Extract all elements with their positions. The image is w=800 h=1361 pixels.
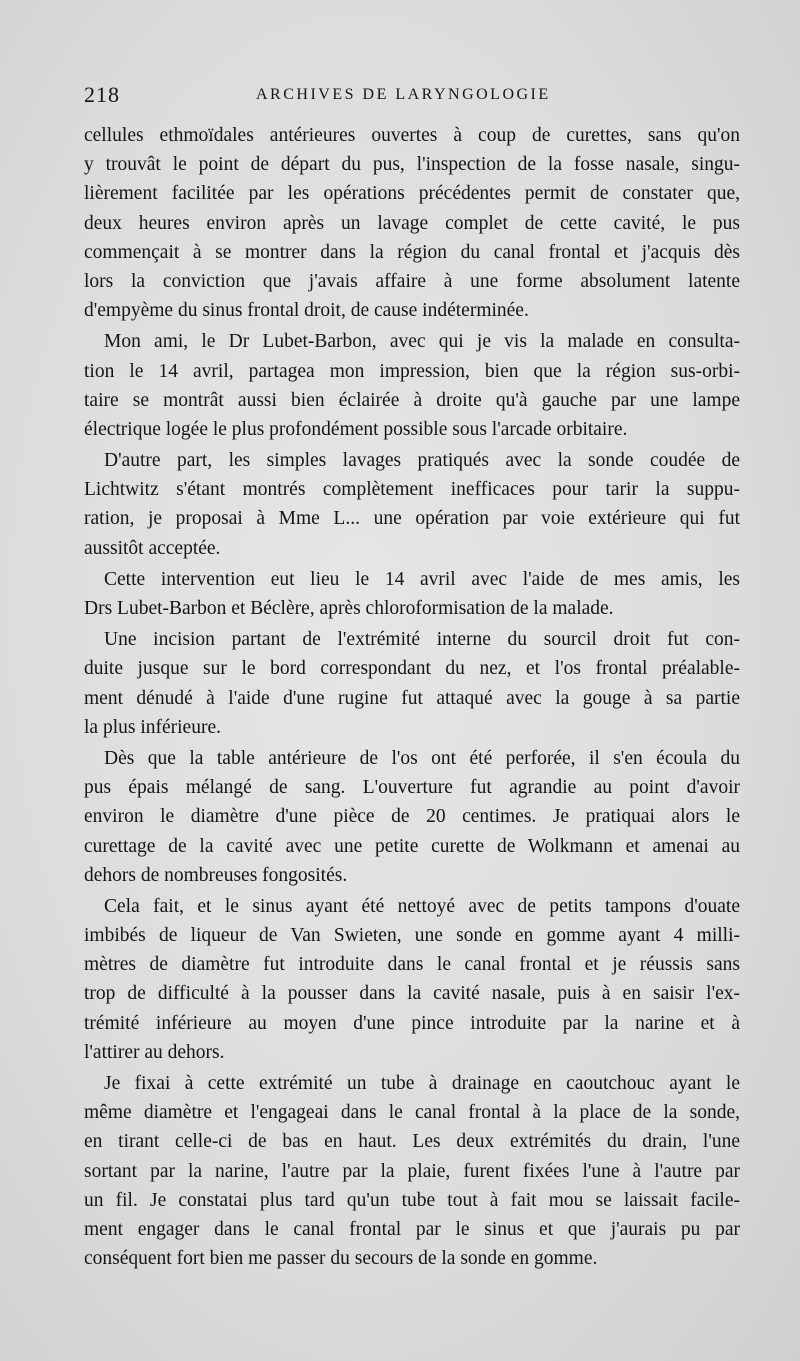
running-head: ARCHIVES DE LARYNGOLOGIE	[256, 86, 551, 103]
text-line: sortant par la narine, l'autre par la plaie, furent fixées l'une à l'autre par	[84, 1160, 740, 1182]
text-line: en tirant celle-ci de bas en haut. Les deux extrémités du drain, l'une	[84, 1131, 740, 1153]
text-line: duite jusque sur le bord correspondant du nez, et l'os frontal préalable-	[84, 658, 740, 680]
text-line: Une incision partant de l'extrémité interne du sourcil droit fut con-	[104, 629, 740, 651]
text-line: D'autre part, les simples lavages pratiqués avec la sonde coudée de	[104, 450, 740, 472]
paragraph	[84, 1069, 740, 1273]
text-line: tion le 14 avril, partagea mon impression, bien que la région sus-orbi-	[84, 360, 740, 382]
paragraph	[84, 121, 740, 325]
text-line: ment dénudé à l'aide d'une rugine fut attaqué avec la gouge à sa partie	[84, 687, 740, 709]
page-header	[84, 82, 724, 112]
text-line: cellules ethmoïdales antérieures ouvertes à coup de curettes, sans qu'on	[84, 125, 740, 146]
text-line: mètres de diamètre fut introduite dans le canal frontal et je réussis sans	[84, 954, 740, 976]
text-line: aussitôt acceptée.	[84, 537, 221, 559]
text-line: dehors de nombreuses fongosités.	[84, 864, 348, 886]
text-line: l'attirer au dehors.	[84, 1041, 225, 1063]
text-line: imbibés de liqueur de Van Swieten, une sonde en gomme ayant 4 milli-	[84, 925, 740, 947]
text-line: d'empyème du sinus frontal droit, de cause indéterminée.	[84, 300, 529, 322]
text-line: conséquent fort bien me passer du secours de la sonde en gomme.	[84, 1248, 598, 1270]
text-line: un fil. Je constatai plus tard qu'un tube tout à fait mou se laissait facile-	[84, 1189, 740, 1211]
text-line: commençait à se montrer dans la région du canal frontal et j'acquis dès	[84, 241, 740, 263]
paragraph	[84, 446, 740, 563]
text-line: trémité inférieure au moyen d'une pince introduite par la narine et à	[84, 1012, 740, 1034]
text-line: même diamètre et l'engageai dans le canal frontal à la place de la sonde,	[84, 1102, 740, 1124]
text-line: Cette intervention eut lieu le 14 avril avec l'aide de mes amis, les	[104, 568, 740, 590]
text-line: trop de difficulté à la pousser dans la cavité nasale, puis à en saisir l'ex-	[84, 983, 740, 1005]
text-line: électrique logée le plus profondément possible sous l'arcade orbitaire.	[84, 418, 628, 440]
text-line: Mon ami, le Dr Lubet-Barbon, avec qui je vis la malade en consulta-	[104, 331, 740, 353]
text-line: Drs Lubet-Barbon et Béclère, après chloroformisation de la malade.	[84, 598, 614, 619]
text-line: taire se montrât aussi bien éclairée à droite qu'à gauche par une lampe	[84, 389, 740, 411]
body-text	[84, 121, 740, 1273]
text-line: Cela fait, et le sinus ayant été nettoyé avec de petits tampons d'ouate	[104, 895, 740, 917]
text-line: Dès que la table antérieure de l'os ont été perforée, il s'en écoula du	[104, 747, 740, 769]
paragraph	[84, 892, 740, 1067]
paragraph	[84, 327, 740, 444]
text-line: curettage de la cavité avec une petite curette de Wolkmann et amenai au	[84, 835, 740, 857]
text-line: la plus inférieure.	[84, 716, 221, 738]
text-line: ment engager dans le canal frontal par le sinus et que j'aurais pu par	[84, 1218, 740, 1240]
page-number: 218	[84, 82, 120, 107]
text-line: pus épais mélangé de sang. L'ouverture fut agrandie au point d'avoir	[84, 777, 740, 799]
paragraph	[84, 565, 740, 623]
text-line: Lichtwitz s'étant montrés complètement inefficaces pour tarir la suppu-	[84, 479, 740, 501]
text-line: Je fixai à cette extrémité un tube à drainage en caoutchouc ayant le	[104, 1073, 740, 1094]
text-line: lièrement facilitée par les opérations précédentes permit de constater que,	[84, 183, 740, 205]
text-line: lors la conviction que j'avais affaire à une forme absolument latente	[84, 270, 740, 292]
text-line: y trouvât le point de départ du pus, l'inspection de la fosse nasale, singu-	[84, 154, 740, 176]
text-line: deux heures environ après un lavage complet de cette cavité, le pus	[84, 212, 740, 234]
paragraph	[84, 744, 740, 890]
text-line: environ le diamètre d'une pièce de 20 centimes. Je pratiquai alors le	[84, 806, 740, 828]
text-line: ration, je proposai à Mme L... une opération par voie extérieure qui fut	[84, 508, 740, 530]
paragraph	[84, 625, 740, 742]
